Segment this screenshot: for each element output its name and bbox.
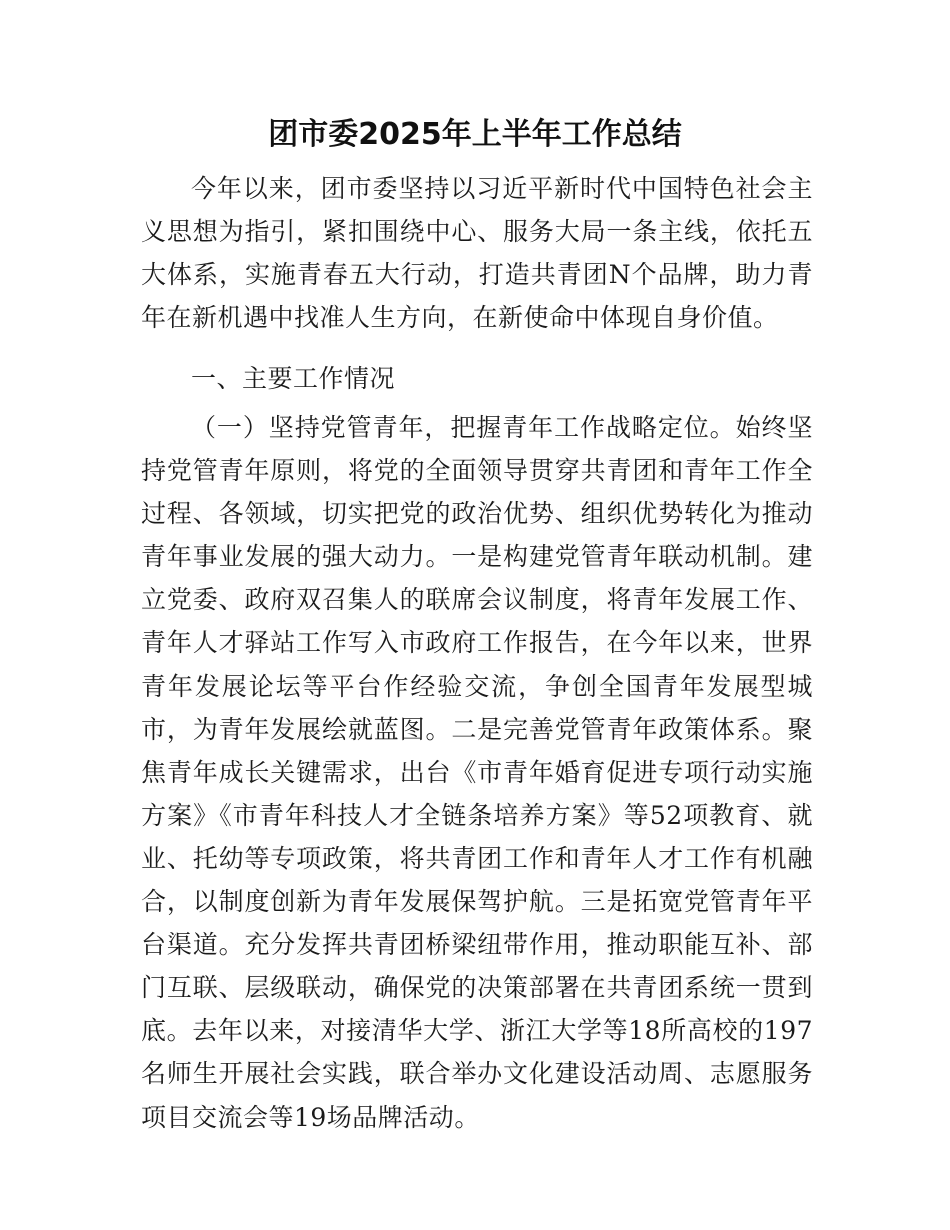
section-heading: 一、主要工作情况 bbox=[191, 364, 396, 393]
document-title: 团市委2025年上半年工作总结 bbox=[268, 117, 682, 152]
section-1-paragraph: （一）坚持党管青年，把握青年工作战略定位。始终坚持党管青年原则，将党的全面领导贯穿共青团和青年工作全过程、各领域，切实把党的政治优势、组织优势转化为推动青年事业发展的强大动力。一是构建党管青年联动机制。建立党委、政府双召集人的联席会议制度，将青年发展工作、青年人才驿站工作写入市政府工作报告，在今年以来，世界青年发展论坛等平台作经验交流，争创全国青年发展型城市，为青年发展绘就蓝图。二是完善党管青年政策体系。聚焦青年成长关键需求，出台《市青年婚育促进专项行动实施方案》《市青年科技人才全链条培养方案》等52项教育、就业、托幼等专项政策，将共青团工作和青年人才工作有机融合，以制度创新为青年发展保驾护航。三是拓宽党管青年平台渠道。充分发挥共青团桥梁纽带作用，推动职能互补、部门互联、层级联动，确保党的决策部署在共青团系统一贯到底。去年以来，对接清华大学、浙江大学等18所高校的197名师生开展社会实践，联合举办文化建设活动周、志愿服务项目交流会等19场品牌活动。 bbox=[141, 413, 813, 1132]
intro-paragraph: 今年以来，团市委坚持以习近平新时代中国特色社会主义思想为指引，紧扣围绕中心、服务大局一条主线，依托五大体系，实施青春五大行动，打造共青团N个品牌，助力青年在新机遇中找准人生方向，在新使命中体现自身价值。 bbox=[141, 174, 813, 333]
